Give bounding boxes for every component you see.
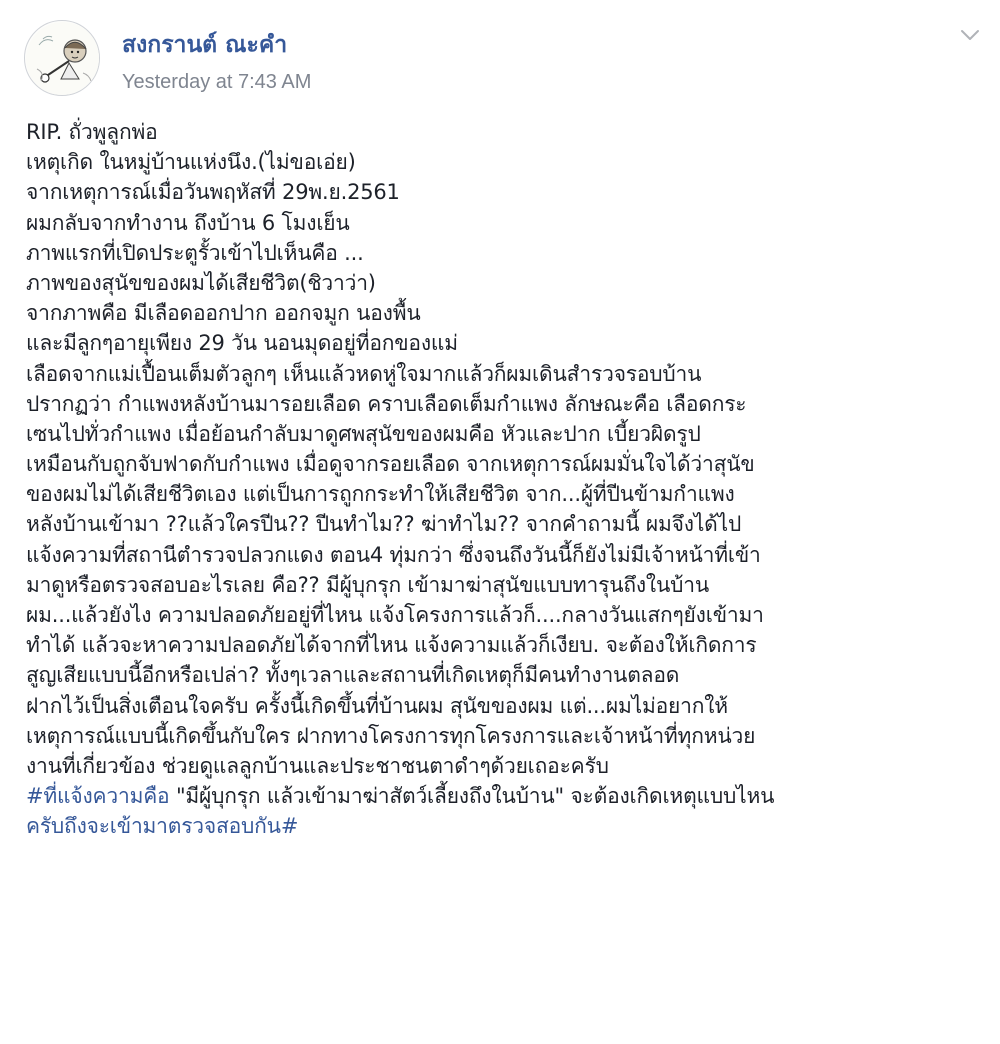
chevron-down-icon[interactable] [958,26,982,44]
post-line: จากเหตุการณ์เมื่อวันพฤหัสที่ 29พ.ย.2561 [26,180,400,205]
hashtag-link[interactable]: #ที่แจ้งความคือ [26,784,170,809]
post-line: แจ้งความที่สถานีตำรวจปลวกแดง ตอน4 ทุ่มกว่า ซึ่งจนถึงวันนี้ก็ยังไม่มีเจ้าหน้าที่เข้า [26,542,761,567]
author-avatar[interactable] [24,20,100,96]
post-line: งานที่เกี่ยวข้อง ช่วยดูแลลูกบ้านและประชาชนตาดำๆด้วยเถอะครับ [26,753,609,778]
post-line: ฝากไว้เป็นสิ่งเตือนใจครับ ครั้งนี้เกิดขึ้นที่บ้านผม สุนัขของผม แต่...ผมไม่อยากให้ [26,693,728,718]
post-line: จากภาพคือ มีเลือดออกปาก ออกจมูก นองพื้น [26,301,421,326]
post-line: เหตุเกิด ในหมู่บ้านแห่งนึง.(ไม่ขอเอ่ย) [26,150,356,175]
author-name[interactable]: สงกรานต์ ณะคำ [122,32,288,58]
post-line: สูญเสียแบบนี้อีกหรือเปล่า? ทั้งๆเวลาและสถานที่เกิดเหตุก็มีคนทำงานตลอด [26,663,680,688]
hashtag-continuation[interactable]: ครับถึงจะเข้ามาตรวจสอบกัน [26,814,281,839]
post-line: เหตุการณ์แบบนี้เกิดขึ้นกับใคร ฝากทางโครงการทุกโครงการและเจ้าหน้าที่ทุกหน่วย [26,723,756,748]
post-header [24,20,311,104]
post-line: ภาพแรกที่เปิดประตูรั้วเข้าไปเห็นคือ ... [26,240,364,265]
post-line: ภาพของสุนัขของผมได้เสียชีวิต(ชิวาว่า) [26,270,376,295]
post-line: หลังบ้านเข้ามา ??แล้วใครปีน?? ปีนทำไม?? ฆ่าทำไม?? จากคำถามนี้ ผมจึงได้ไป [26,512,742,537]
last-line [26,811,986,841]
hashtag-line [26,781,986,811]
post-line: ผมกลับจากทำงาน ถึงบ้าน 6 โมงเย็น [26,210,350,235]
post-line: ปรากฏว่า กำแพงหลังบ้านมารอยเลือด คราบเลือดเต็มกำแพง ลักษณะคือ เลือดกระ [26,391,747,416]
post-line: มาดูหรือตรวจสอบอะไรเลย คือ?? มีผู้บุกรุก เข้ามาฆ่าสุนัขแบบทารุนถึงในบ้าน [26,572,710,597]
post-timestamp[interactable]: Yesterday at 7:43 AM [122,71,312,93]
post-line: ทำได้ แล้วจะหาความปลอดภัยได้จากที่ไหน แจ้งความแล้วก็เงียบ. จะต้องให้เกิดการ [26,633,757,658]
post-body [26,117,986,842]
post-line: เซนไปทั่วกำแพง เมื่อย้อนกำลับมาดูศพสุนัขของผมคือ หัวและปาก เบี้ยวผิดรูป [26,421,701,446]
post-line: เลือดจากแม่เปื้อนเต็มตัวลูกๆ เห็นแล้วหดหู่ใจมากแล้วก็ผมเดินสำรวจรอบบ้าน [26,361,702,386]
hashtag-line-text: "มีผู้บุกรุก แล้วเข้ามาฆ่าสัตว์เลี้ยงถึงในบ้าน" จะต้องเกิดเหตุแบบไหน [169,784,775,809]
cartoon-avatar-icon [25,21,100,96]
post-line: เหมือนกับถูกจับฟาดกับกำแพง เมื่อดูจากรอยเลือด จากเหตุการณ์ผมมั่นใจได้ว่าสุนัข [26,452,755,477]
post-line: RIP. ถั่วพูลูกพ่อ [26,120,158,144]
post-line: ของผมไม่ได้เสียชีวิตเอง แต่เป็นการถูกกระทำให้เสียชีวิต จาก...ผู้ที่ปีนข้ามกำแพง [26,482,735,507]
hashtag-end[interactable]: # [280,814,299,839]
post-meta [122,30,311,94]
post-line: ผม...แล้วยังไง ความปลอดภัยอยู่ที่ไหน แจ้งโครงการแล้วก็....กลางวันแสกๆยังเข้ามา [26,603,764,627]
post-line: และมีลูกๆอายุเพียง 29 วัน นอนมุดอยู่ที่อกของแม่ [26,331,458,356]
